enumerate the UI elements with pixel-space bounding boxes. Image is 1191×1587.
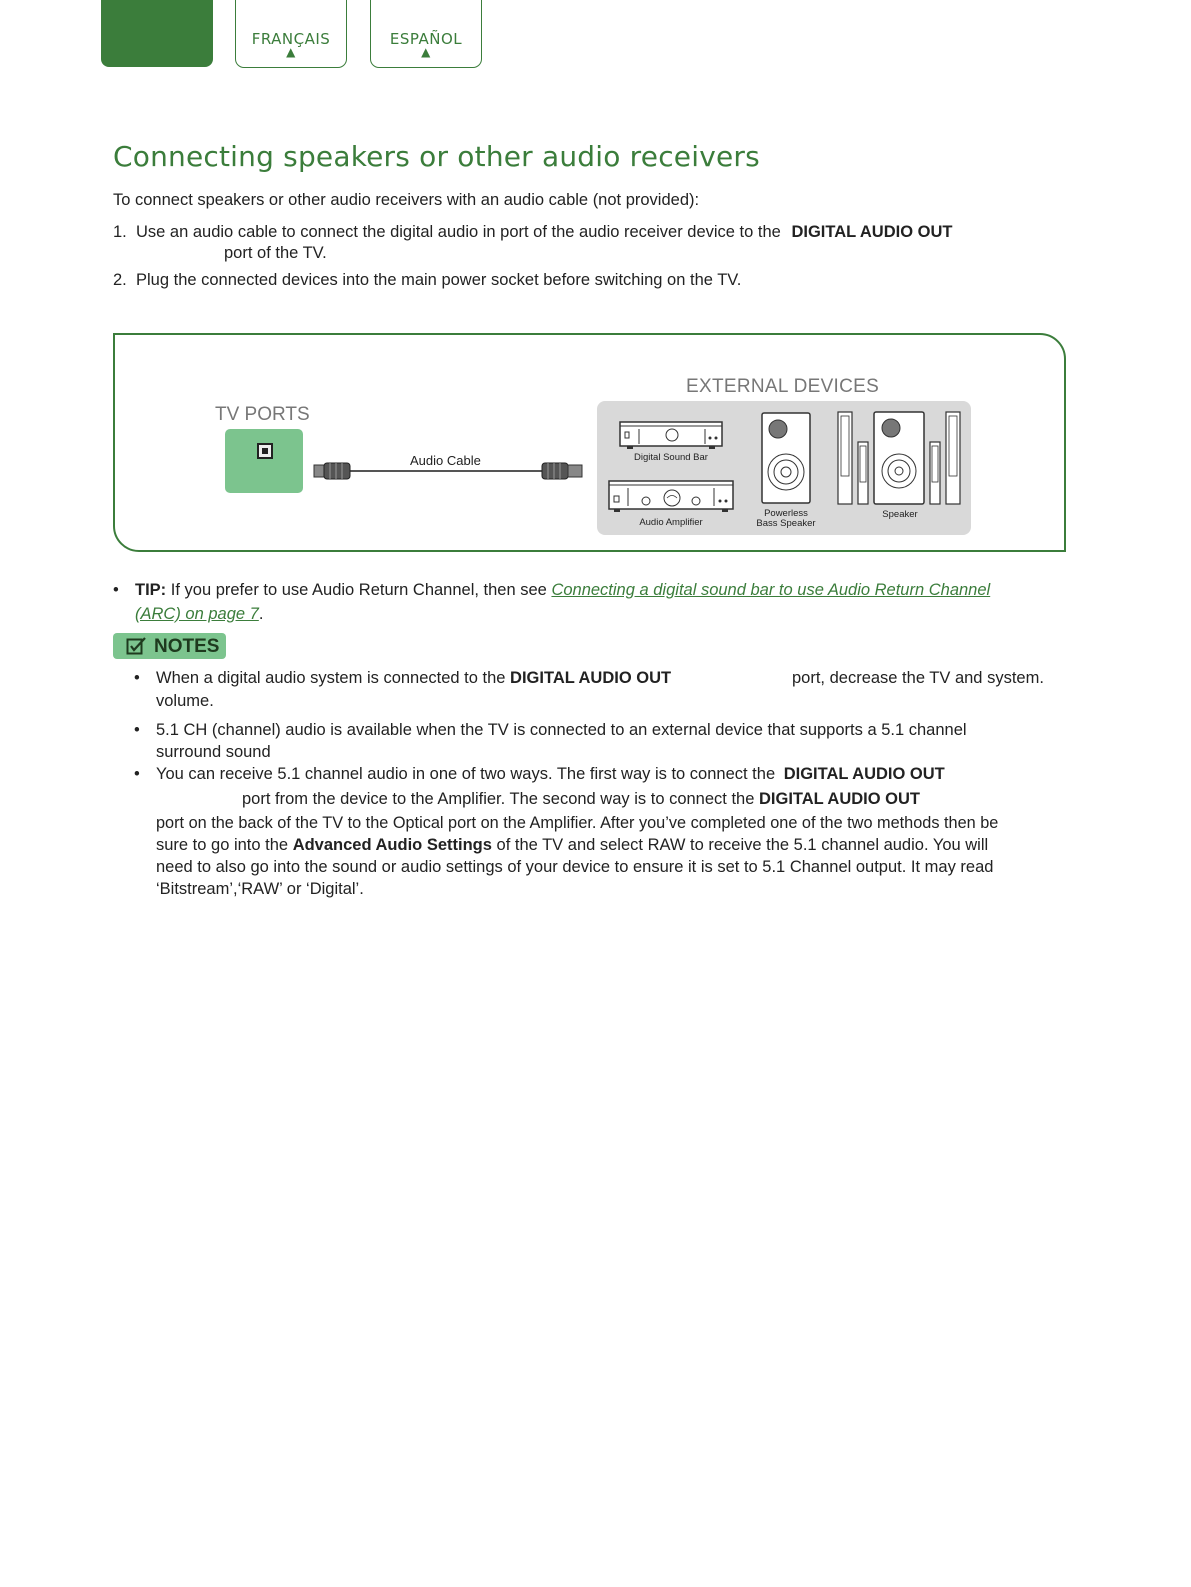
tab-espanol-label: ESPAÑOL bbox=[389, 30, 463, 48]
note-text: When a digital audio system is connected to the bbox=[156, 669, 506, 687]
note-text: volume. bbox=[156, 692, 214, 710]
optical-jack-icon bbox=[257, 443, 273, 459]
step-number: 1. bbox=[113, 223, 127, 241]
tip-text: If you prefer to use Audio Return Channel, then see bbox=[170, 581, 547, 599]
bass-speaker-label bbox=[745, 509, 827, 529]
speaker-set-icon bbox=[834, 408, 966, 508]
note-port-name: DIGITAL AUDIO OUT bbox=[758, 790, 921, 808]
sound-bar-icon bbox=[617, 416, 725, 450]
step-1-continued: port of the TV. bbox=[224, 244, 327, 262]
bass-speaker-label-line2: Bass Speaker bbox=[756, 518, 816, 529]
bullet: • bbox=[134, 721, 140, 739]
amplifier-icon bbox=[606, 476, 736, 514]
arc-link-page[interactable]: (ARC) on page 7 bbox=[135, 605, 259, 623]
step-2 bbox=[113, 268, 1053, 292]
note-text: ‘Bitstream’,‘RAW’ or ‘Digital’. bbox=[156, 880, 364, 898]
tv-ports-title: TV PORTS bbox=[215, 404, 310, 425]
checkbox-pencil-icon bbox=[126, 636, 148, 656]
bass-speaker-label-line1: Powerless bbox=[764, 508, 808, 519]
tip-end: . bbox=[258, 605, 264, 623]
bullet: • bbox=[134, 669, 140, 687]
tab-francais-label: FRANÇAIS bbox=[251, 30, 331, 48]
step-port-name: DIGITAL AUDIO OUT bbox=[791, 223, 953, 241]
sound-bar-label: Digital Sound Bar bbox=[634, 452, 708, 463]
note-text: sure to go into the bbox=[156, 836, 289, 854]
amplifier-label: Audio Amplifier bbox=[639, 517, 703, 528]
note-text: port, decrease the TV and system. bbox=[792, 669, 1044, 687]
cable-label: Audio Cable bbox=[410, 453, 481, 468]
step-1 bbox=[113, 220, 1053, 244]
notes-badge bbox=[113, 633, 226, 659]
note-text: of the TV and select RAW to receive the 5.1 channel audio. You will bbox=[496, 836, 989, 854]
note-text: surround sound bbox=[156, 743, 271, 761]
notes-label: NOTES bbox=[154, 636, 220, 657]
bass-speaker-icon bbox=[759, 410, 813, 506]
step-number: 2. bbox=[113, 271, 127, 289]
note-text: port on the back of the TV to the Optical port on the Amplifier. After you’ve completed one of the two methods then be bbox=[156, 814, 999, 832]
bullet: • bbox=[134, 765, 140, 783]
page-title: Connecting speakers or other audio receivers bbox=[113, 140, 760, 173]
bullet: • bbox=[113, 581, 119, 599]
note-text: need to also go into the sound or audio settings of your device to ensure it is set to 5.1 Channel output. It may read bbox=[156, 858, 994, 876]
speaker-label: Speaker bbox=[882, 509, 918, 520]
arc-link[interactable]: Connecting a digital sound bar to use Audio Return Channel bbox=[551, 581, 991, 599]
tab-francais[interactable] bbox=[235, 0, 347, 68]
step-text: Use an audio cable to connect the digital audio in port of the audio receiver device to the bbox=[136, 223, 781, 241]
up-arrow-icon: ▲ bbox=[286, 45, 296, 59]
optical-port-icon bbox=[225, 429, 303, 493]
external-devices-title: EXTERNAL DEVICES bbox=[686, 376, 880, 397]
note-setting-name: Advanced Audio Settings bbox=[292, 836, 492, 854]
step-text: Plug the connected devices into the main power socket before switching on the TV. bbox=[136, 271, 742, 289]
note-text: You can receive 5.1 channel audio in one of two ways. The first way is to connect the bbox=[156, 765, 776, 783]
home-tab[interactable] bbox=[101, 0, 213, 67]
tip-body bbox=[135, 578, 1075, 626]
note-port-name: DIGITAL AUDIO OUT bbox=[783, 765, 945, 783]
note-text: port from the device to the Amplifier. The second way is to connect the bbox=[242, 790, 755, 808]
intro-text: To connect speakers or other audio receivers with an audio cable (not provided): bbox=[113, 191, 700, 209]
tab-espanol[interactable] bbox=[370, 0, 482, 68]
note-port-name: DIGITAL AUDIO OUT bbox=[510, 669, 672, 687]
tip-label: TIP: bbox=[135, 581, 167, 599]
note-text: 5.1 CH (channel) audio is available when the TV is connected to an external device that supports a 5.1 channel bbox=[156, 721, 967, 739]
up-arrow-icon: ▲ bbox=[421, 45, 431, 59]
